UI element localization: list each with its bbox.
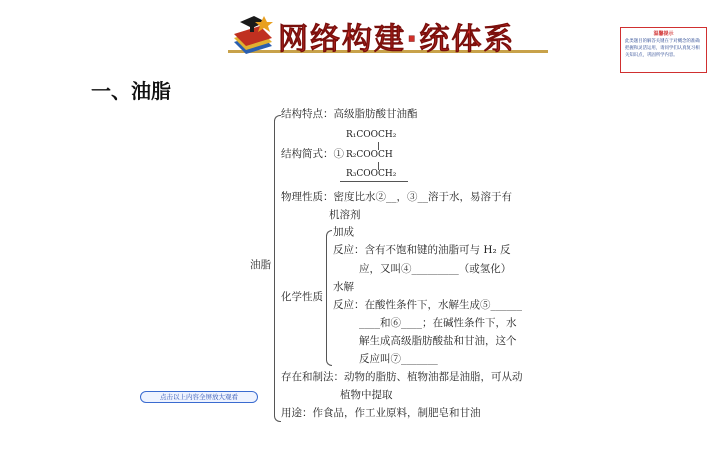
hydrolysis-title: 水解 xyxy=(333,281,354,293)
root-label: 油脂 xyxy=(250,259,271,271)
hydrolysis-line-2: ____和⑥____；在碱性条件下，水 xyxy=(359,317,517,329)
addition-line-2: 应，又叫④_________（或氢化） xyxy=(359,263,512,275)
tip-note-box xyxy=(620,27,707,73)
formula-line-2: R₂COOCH xyxy=(346,150,393,160)
hydrolysis-line-1: 反应：在酸性条件下，水解生成⑤______ xyxy=(333,299,522,311)
formula-line-3: R₃COOCH₂ xyxy=(346,169,397,179)
main-bracket xyxy=(274,115,281,422)
addition-title: 加成 xyxy=(333,226,354,238)
structure-formula-label: 结构简式：① xyxy=(281,148,344,160)
banner-title: 网络构建·统体系 xyxy=(278,22,516,57)
book-icon xyxy=(230,12,276,56)
formula-underline xyxy=(340,181,408,182)
hydrolysis-line-3: 解生成高级脂肪酸盐和甘油，这个 xyxy=(359,335,517,347)
existence-line-1: 存在和制法：动物的脂肪、植物油都是油脂，可从动 xyxy=(281,371,523,383)
fullscreen-view-button[interactable]: 点击以上内容全屏放大观看 xyxy=(140,391,258,403)
tip-note-body: 此类题目的解答关键在于对概念的准确把握和灵活运用，请同学们认真复习相关知识点，巩固所学内容。 xyxy=(625,39,700,58)
chemical-properties-label: 化学性质 xyxy=(281,291,323,303)
physical-properties-line-1: 物理性质：密度比水②__，③__溶于水，易溶于有 xyxy=(281,191,512,203)
section-heading: 一、油脂 xyxy=(91,79,171,103)
addition-line-1: 反应：含有不饱和键的油脂可与 H₂ 反 xyxy=(333,244,511,256)
usage-line: 用途：作食品，作工业原料，制肥皂和甘油 xyxy=(281,407,481,419)
hydrolysis-line-4: 反应叫⑦_______ xyxy=(359,353,438,365)
chemical-bracket xyxy=(326,230,332,366)
physical-properties-line-2: 机溶剂 xyxy=(329,209,361,221)
existence-line-2: 植物中提取 xyxy=(340,389,393,401)
tip-note-title: 温馨提示 xyxy=(653,31,674,37)
formula-line-1: R₁COOCH₂ xyxy=(346,130,397,140)
structure-features: 结构特点：高级脂肪酸甘油酯 xyxy=(281,108,418,120)
